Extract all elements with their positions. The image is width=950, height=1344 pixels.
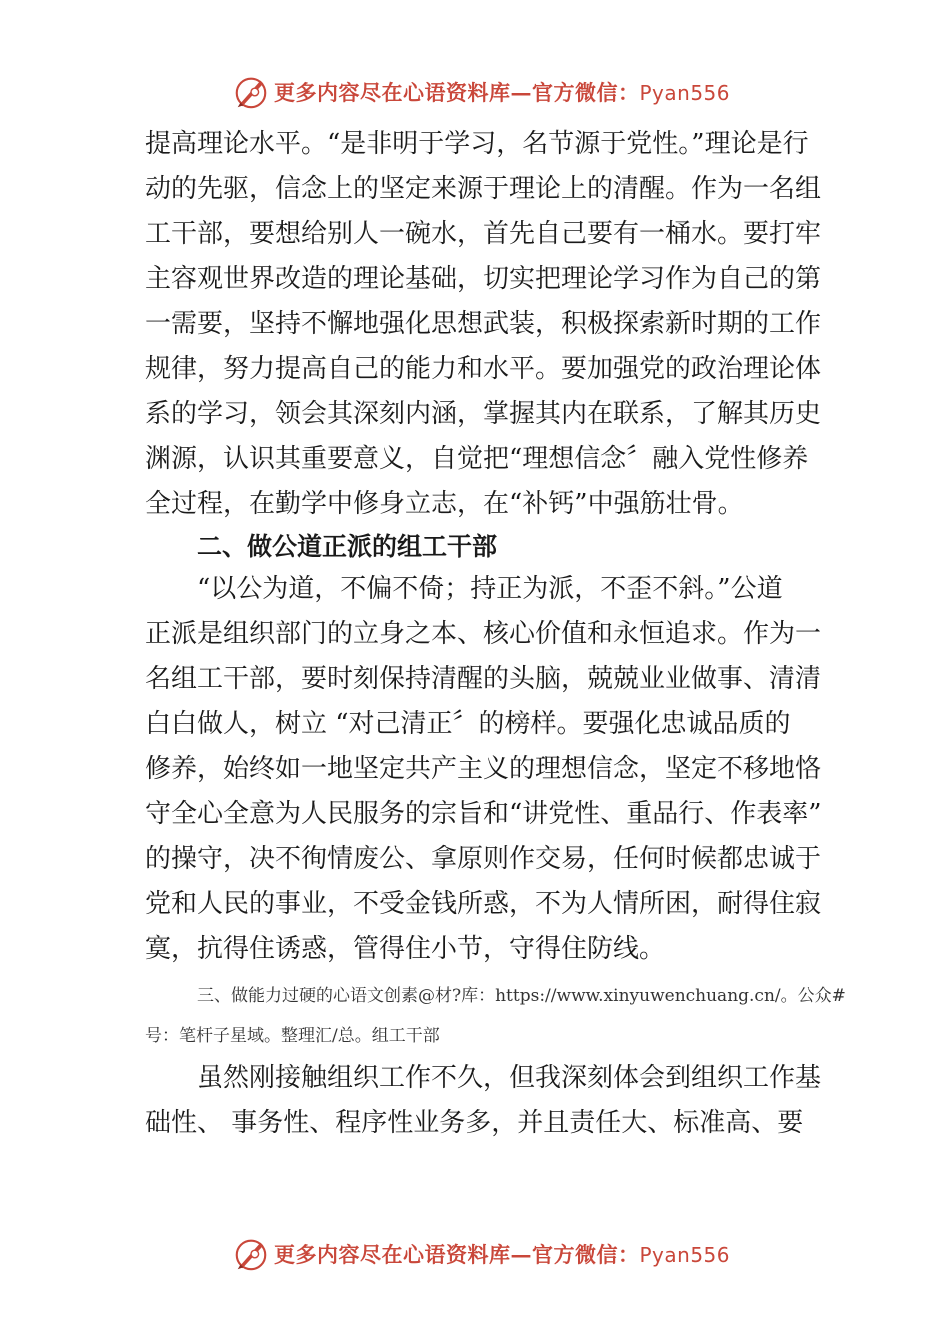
text-line: 渊源，认识其重要意义，自觉把“理想信念〞融入党性修养 bbox=[145, 444, 809, 474]
text-line: 虽然刚接触组织工作不久，但我深刻体会到组织工作基 bbox=[197, 1063, 822, 1093]
text-line: 系的学习，领会其深刻内涵，掌握其内在联系，了解其历史 bbox=[145, 399, 822, 429]
text-line: 一需要，坚持不懈地强化思想武装，积极探索新时期的工作 bbox=[145, 309, 822, 339]
text-line: 的操守，决不徇情废公、拿原则作交易，任何时候都忠诚于 bbox=[145, 844, 822, 874]
text-line: 寞，抗得住诱惑，管得住小节，守得住防线。 bbox=[145, 934, 666, 964]
text-line: 础性、 事务性、程序性业务多，并且责任大、标准高、要 bbox=[145, 1108, 804, 1138]
banner-text-cn: 更多内容尽在心语资料库—官方微信： bbox=[274, 1242, 640, 1267]
banner-wechat-id: Pyan556 bbox=[639, 1243, 731, 1267]
text-line: 守全心全意为人民服务的宗旨和“讲党性、重品行、作表率” bbox=[145, 799, 822, 829]
paragraph-2 bbox=[145, 567, 822, 972]
header-banner bbox=[232, 70, 730, 114]
text-line: 白白做人，树立 “对己清正〞的榜样。要强化忠诚品质的 bbox=[145, 709, 791, 739]
paragraph-1 bbox=[145, 122, 822, 527]
text-line: 规律，努力提高自己的能力和水平。要加强党的政治理论体 bbox=[145, 354, 822, 384]
watermark-paragraph bbox=[145, 976, 846, 1056]
text-line: 工干部，要想给别人一碗水，首先自己要有一桶水。要打牢 bbox=[145, 219, 822, 249]
banner-text bbox=[274, 1239, 730, 1269]
watermark-line-2: 号：笔杆子星域。整理汇/总。组工干部 bbox=[145, 1026, 440, 1046]
text-line: 主容观世界改造的理论基础，切实把理论学习作为自己的第 bbox=[145, 264, 822, 294]
text-line: “以公为道，不偏不倚；持正为派，不歪不斜。”公道 bbox=[197, 574, 783, 604]
banner-wechat-id: Pyan556 bbox=[639, 81, 731, 105]
watermark-line-1: 三、做能力过硬的心语文创素@材?库：https://www.xinyuwenchuang.cn/。公众# bbox=[197, 986, 846, 1006]
banner-text bbox=[274, 77, 730, 107]
text-line: 名组工干部，要时刻保持清醒的头脑，兢兢业业做事、清清 bbox=[145, 664, 822, 694]
text-line: 全过程，在勤学中修身立志，在“补钙”中强筋壮骨。 bbox=[145, 489, 744, 519]
text-line: 提高理论水平。“是非明于学习，名节源于党性。”理论是行 bbox=[145, 129, 809, 159]
paragraph-3 bbox=[145, 1056, 822, 1146]
banner-text-cn: 更多内容尽在心语资料库—官方微信： bbox=[274, 80, 640, 105]
document-body bbox=[145, 122, 846, 1146]
pen-logo-icon bbox=[232, 1235, 270, 1273]
text-line: 修养，始终如一地坚定共产主义的理想信念，坚定不移地恪 bbox=[145, 754, 822, 784]
footer-banner bbox=[232, 1232, 730, 1276]
pen-logo-icon bbox=[232, 73, 270, 111]
text-line: 动的先驱，信念上的坚定来源于理论上的清醒。作为一名组 bbox=[145, 174, 822, 204]
text-line: 党和人民的事业，不受金钱所惑，不为人情所困，耐得住寂 bbox=[145, 889, 822, 919]
text-line: 正派是组织部门的立身之本、核心价值和永恒追求。作为一 bbox=[145, 619, 822, 649]
section-heading-2: 二、做公道正派的组工干部 bbox=[197, 532, 498, 561]
